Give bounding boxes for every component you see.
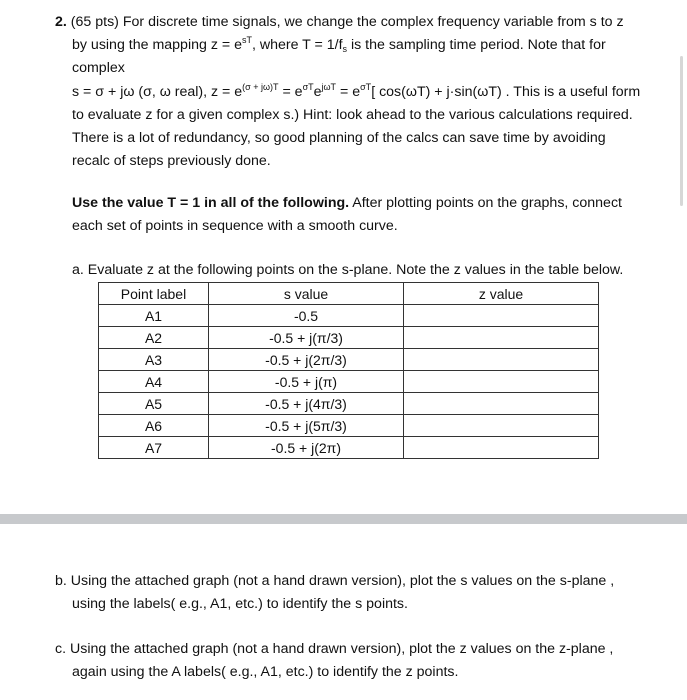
- table-row: [99, 415, 599, 437]
- row-label: A6: [99, 415, 209, 437]
- part-b-line-1: b. Using the attached graph (not a hand drawn version), plot the s values on the s-plane ,: [55, 573, 615, 589]
- complex-line: complex: [72, 60, 125, 76]
- row-label: A3: [99, 349, 209, 371]
- formula-sup-3: jωT: [321, 82, 337, 92]
- problem-header-line: [55, 12, 624, 32]
- table-row: [99, 349, 599, 371]
- row-s-value: -0.5 + j(π/3): [209, 327, 404, 349]
- formula-sup-2: σT: [302, 82, 314, 92]
- part-a-text: a. Evaluate z at the following points on the s-plane. Note the z values in the table below.: [72, 262, 624, 278]
- formula-part-a: s = σ + jω (σ, ω real), z = e: [72, 84, 243, 100]
- formula-line: [72, 82, 640, 102]
- formula-part-d: = e: [336, 84, 361, 100]
- row-s-value: -0.5: [209, 305, 404, 327]
- row-s-value: -0.5 + j(π): [209, 371, 404, 393]
- table-row: [99, 305, 599, 327]
- row-z-value[interactable]: [404, 349, 599, 371]
- row-s-value: -0.5 + j(2π/3): [209, 349, 404, 371]
- row-z-value[interactable]: [404, 327, 599, 349]
- table-row: [99, 437, 599, 459]
- hint-line-2: There is a lot of redundancy, so good planning of the calcs can save time by avoiding: [72, 130, 606, 146]
- formula-sup-1: (σ + jω)T: [242, 82, 279, 92]
- row-label: A2: [99, 327, 209, 349]
- formula-part-b: = e: [278, 84, 303, 100]
- problem-points: (65 pts): [70, 14, 119, 30]
- row-s-value: -0.5 + j(4π/3): [209, 393, 404, 415]
- instruction-line-2: each set of points in sequence with a smooth curve.: [72, 218, 398, 234]
- problem-intro: For discrete time signals, we change the complex frequency variable from s to z: [118, 14, 624, 30]
- row-z-value[interactable]: [404, 305, 599, 327]
- formula-sup-4: σT: [360, 82, 372, 92]
- row-label: A1: [99, 305, 209, 327]
- mapping-exponent: sT: [241, 35, 252, 45]
- row-z-value[interactable]: [404, 415, 599, 437]
- sampling-text: , where T = 1/f: [251, 37, 343, 53]
- scrollbar[interactable]: [680, 56, 683, 206]
- hint-line-3: recalc of steps previously done.: [72, 153, 271, 169]
- row-label: A7: [99, 437, 209, 459]
- row-s-value: -0.5 + j(2π): [209, 437, 404, 459]
- sampling-text-end: is the sampling time period. Note that for: [347, 37, 606, 53]
- header-z-value: z value: [404, 283, 599, 305]
- part-c-line-2: again using the A labels( e.g., A1, etc.) to identify the z points.: [72, 664, 459, 680]
- part-c-line-1: c. Using the attached graph (not a hand drawn version), plot the z values on the z-plane ,: [55, 641, 614, 657]
- header-s-value: s value: [209, 283, 404, 305]
- part-b-line-2: using the labels( e.g., A1, etc.) to identify the s points.: [72, 596, 408, 612]
- instruction-bold: Use the value T = 1 in all of the following.: [72, 195, 350, 211]
- row-label: A4: [99, 371, 209, 393]
- table-row: [99, 327, 599, 349]
- hint-line-1: to evaluate z for a given complex s.) Hint: look ahead to the various calculations required.: [72, 107, 633, 123]
- page-separator: [0, 514, 687, 524]
- table-row: [99, 371, 599, 393]
- mapping-line: [72, 35, 606, 55]
- mapping-text: by using the mapping z = e: [72, 37, 242, 53]
- row-z-value[interactable]: [404, 437, 599, 459]
- formula-part-c: e: [313, 84, 322, 100]
- header-point-label: Point label: [99, 283, 209, 305]
- problem-number: 2.: [55, 14, 67, 30]
- row-s-value: -0.5 + j(5π/3): [209, 415, 404, 437]
- row-z-value[interactable]: [404, 393, 599, 415]
- table-row: [99, 393, 599, 415]
- formula-part-e: [ cos(ωT) + j·sin(ωT) . This is a useful form: [371, 84, 641, 100]
- table-header-row: [99, 283, 599, 305]
- row-label: A5: [99, 393, 209, 415]
- instruction-rest: After plotting points on the graphs, connect: [349, 195, 622, 211]
- sampling-subscript: s: [342, 44, 348, 54]
- z-value-table: [98, 282, 599, 459]
- instruction-line-1: [72, 193, 622, 213]
- row-z-value[interactable]: [404, 371, 599, 393]
